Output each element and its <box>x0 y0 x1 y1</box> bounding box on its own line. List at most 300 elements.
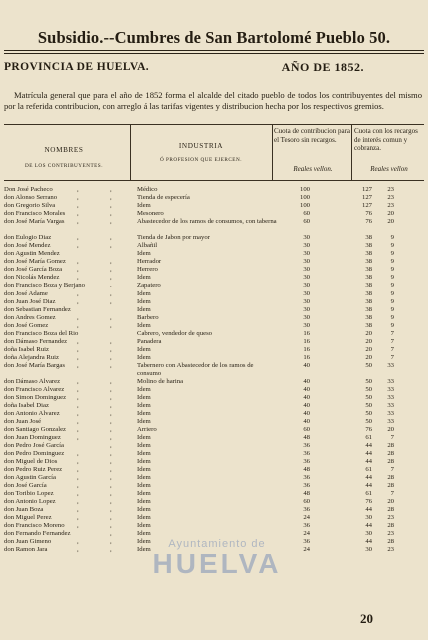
quota-total-reales: 127 <box>361 194 372 201</box>
page-title: Subsidio.--Cumbres de San Bartolomé Pueblo 50. <box>37 28 391 47</box>
contributor-name-text: don José Adame <box>4 290 48 297</box>
occupation: Idem <box>137 498 151 505</box>
leader-mark: , <box>77 354 79 361</box>
leader-mark: , <box>110 514 112 521</box>
leader-mark: , <box>77 258 79 265</box>
quota-total-fraction: 33 <box>387 418 394 425</box>
contributor-name <box>4 402 130 410</box>
leader-mark: . <box>110 282 112 289</box>
contributor-name-text: don Francisco Alvarez <box>4 386 65 393</box>
leader-mark: , <box>110 242 112 249</box>
leader-mark: , <box>77 234 79 241</box>
quota-treasury-value: 40 <box>303 418 310 425</box>
contributor-name-text: doña Alejandra Ruiz <box>4 354 59 361</box>
quota-total-reales: 20 <box>365 346 372 353</box>
contributor-name <box>4 290 130 298</box>
contributor-name-text: don Santiago Gonzalez <box>4 426 67 433</box>
occupation: Idem <box>137 290 151 297</box>
quota-total-reales: 38 <box>365 274 372 281</box>
quota-total-reales: 44 <box>365 442 372 449</box>
contributor-name-text: don Pedro Dominguez <box>4 450 65 457</box>
leader-mark: , <box>77 202 79 209</box>
occupation: Cabrero, vendedor de queso <box>137 330 213 337</box>
occupation: Idem <box>137 450 151 457</box>
leader-mark: , <box>110 498 112 505</box>
occupation: Idem <box>137 482 151 489</box>
occupation: Idem <box>137 202 151 209</box>
quota-total-fraction: 9 <box>390 258 394 265</box>
leader-mark: , <box>77 482 79 489</box>
quota-treasury-value: 36 <box>303 482 310 489</box>
leader-mark: , <box>110 362 112 369</box>
leader-mark: , <box>110 322 112 329</box>
table-row <box>0 250 428 258</box>
leader-mark: , <box>77 490 79 497</box>
quota-total-reales: 127 <box>361 186 372 193</box>
leader-mark: , <box>77 266 79 273</box>
table-row <box>0 210 428 218</box>
table-row <box>0 218 428 234</box>
quota-total-fraction: 28 <box>387 522 394 529</box>
leader-mark: , <box>77 210 79 217</box>
occupation: Barbero <box>137 314 159 321</box>
leader-mark: , <box>110 298 112 305</box>
table-row <box>0 274 428 282</box>
quota-total-fraction: 28 <box>387 482 394 489</box>
contributor-name-text: don José María Gomez <box>4 258 66 265</box>
occupation: Tienda de Jabon por mayor <box>137 234 210 241</box>
quota-treasury-value: 30 <box>303 242 310 249</box>
quota-treasury-value: 30 <box>303 258 310 265</box>
quota-treasury-value: 16 <box>303 346 310 353</box>
quota-total-fraction: 9 <box>390 298 394 305</box>
contributor-name <box>4 506 130 514</box>
table-row <box>0 482 428 490</box>
quota-total-reales: 20 <box>365 330 372 337</box>
quota-total-reales: 30 <box>365 530 372 537</box>
table-row <box>0 418 428 426</box>
contributor-name-text: don José García Boza <box>4 266 63 273</box>
quota-total-reales: 50 <box>365 362 372 369</box>
occupation: Idem <box>137 354 151 361</box>
quota-treasury-value: 60 <box>303 426 310 433</box>
quota-total-fraction: 9 <box>390 306 394 313</box>
contributor-name-text: don Antonio Alvarez <box>4 410 60 417</box>
quota-total-reales: 50 <box>365 386 372 393</box>
quota-total-reales: 44 <box>365 522 372 529</box>
leader-mark: , <box>110 290 112 297</box>
quota-total-fraction: 9 <box>390 274 394 281</box>
contributor-name-text: don Juan Dominguez <box>4 434 61 441</box>
leader-mark: , <box>110 210 112 217</box>
quota-total-fraction: 7 <box>390 466 394 473</box>
leader-mark: , <box>77 298 79 305</box>
leader-mark: , <box>110 402 112 409</box>
quota-total-reales: 38 <box>365 282 372 289</box>
table-row <box>0 202 428 210</box>
quota-treasury-value: 40 <box>303 402 310 409</box>
contributor-name <box>4 274 130 282</box>
leader-mark: , <box>110 426 112 433</box>
title-rule-double <box>4 53 424 54</box>
quota-treasury-value: 30 <box>303 282 310 289</box>
leader-mark: , <box>110 354 112 361</box>
quota-total-reales: 38 <box>365 242 372 249</box>
quota-treasury-value: 40 <box>303 394 310 401</box>
occupation: Idem <box>137 474 151 481</box>
contributor-name-text: don José María Bargas <box>4 362 65 369</box>
contributor-name <box>4 498 130 506</box>
quota-total-fraction: 28 <box>387 506 394 513</box>
quota-total-fraction: 33 <box>387 362 394 369</box>
quota-total-fraction: 28 <box>387 458 394 465</box>
table-row <box>0 466 428 474</box>
table-row <box>0 290 428 298</box>
leader-mark: , <box>110 506 112 513</box>
occupation: Idem <box>137 442 151 449</box>
leader-mark: , <box>77 538 79 545</box>
contributor-name <box>4 234 130 242</box>
occupation: Abastecedor de los ramos de consumos, con taberna <box>137 218 277 225</box>
quota-total-reales: 44 <box>365 458 372 465</box>
quota-total-reales: 44 <box>365 482 372 489</box>
occupation: Tienda de especería <box>137 194 190 201</box>
occupation: Albañil <box>137 242 158 249</box>
table-row <box>0 194 428 202</box>
quota-total-reales: 38 <box>365 314 372 321</box>
quota-total-fraction: 7 <box>390 490 394 497</box>
quota-total-reales: 44 <box>365 474 372 481</box>
table-row <box>0 322 428 330</box>
leader-mark: , <box>77 514 79 521</box>
table-row <box>0 282 428 290</box>
table-row <box>0 394 428 402</box>
occupation: Idem <box>137 402 151 409</box>
leader-mark: , <box>110 202 112 209</box>
industry-column-subheader: Ó PROFESION QUE EJERCEN. <box>159 157 243 163</box>
contributor-name <box>4 250 130 258</box>
contributor-name-text: don Nicolás Mendez <box>4 274 60 281</box>
occupation: Idem <box>137 386 151 393</box>
quota-total-reales: 127 <box>361 202 372 209</box>
quota-total-reales: 38 <box>365 322 372 329</box>
page-number: 20 <box>360 611 373 626</box>
quota-total-reales: 76 <box>365 218 372 225</box>
column-divider <box>130 124 131 180</box>
quota-treasury-value: 40 <box>303 378 310 385</box>
contributor-name-text: don Pedro José García <box>4 442 64 449</box>
contributor-name <box>4 266 130 274</box>
quota-total-reales: 44 <box>365 506 372 513</box>
contributor-name-text: don José García <box>4 482 47 489</box>
quota-total-fraction: 9 <box>390 290 394 297</box>
quota-total-reales: 44 <box>365 450 372 457</box>
quota-total-reales: 50 <box>365 418 372 425</box>
leader-mark: , <box>110 410 112 417</box>
occupation: Idem <box>137 418 151 425</box>
contributor-name-text: don Juan Gimeno <box>4 538 52 545</box>
quota-treasury-value: 24 <box>303 530 310 537</box>
quota-total-reales: 30 <box>365 514 372 521</box>
quota-treasury-value: 48 <box>303 434 310 441</box>
leader-mark: , <box>77 218 79 225</box>
table-row <box>0 498 428 506</box>
quota-total-reales: 50 <box>365 402 372 409</box>
watermark-line2: HUELVA <box>152 548 282 579</box>
table-row <box>0 314 428 322</box>
table-row <box>0 506 428 514</box>
quota-total-fraction: 33 <box>387 402 394 409</box>
table-row <box>0 474 428 482</box>
leader-mark: , <box>77 186 79 193</box>
quota-total-fraction: 23 <box>387 546 394 553</box>
contributor-name <box>4 450 130 458</box>
quota-total-reales: 76 <box>365 210 372 217</box>
occupation: Zapatero <box>137 282 161 289</box>
quota-treasury-header: Cuota de contribucion para el Tesoro sin recargos. <box>274 127 351 144</box>
occupation: Molino de harina <box>137 378 184 385</box>
quota-treasury-value: 100 <box>299 202 310 209</box>
leader-mark: , <box>110 266 112 273</box>
table-row <box>0 546 428 554</box>
leader-mark: , <box>110 458 112 465</box>
leader-mark: , <box>110 258 112 265</box>
table-row <box>0 186 428 194</box>
contributor-name <box>4 418 130 426</box>
quota-total-fraction: 9 <box>390 266 394 273</box>
contributor-name <box>4 482 130 490</box>
table-row <box>0 402 428 410</box>
table-row <box>0 442 428 450</box>
contributor-name-text: don Francisco Moreno <box>4 522 65 529</box>
quota-treasury-value: 60 <box>303 218 310 225</box>
leader-mark: , <box>110 466 112 473</box>
table-row <box>0 234 428 242</box>
contributor-name-text: don José Gomez <box>4 322 49 329</box>
leader-mark: , <box>77 450 79 457</box>
quota-treasury-value: 16 <box>303 354 310 361</box>
contributor-name <box>4 218 130 226</box>
leader-mark: , <box>77 386 79 393</box>
leader-mark: , <box>110 490 112 497</box>
quota-total-reales: 30 <box>365 546 372 553</box>
leader-mark: , <box>77 290 79 297</box>
quota-total-reales: 44 <box>365 538 372 545</box>
contributor-name-text: doña Isabel Ruiz <box>4 346 49 353</box>
leader-mark: , <box>77 394 79 401</box>
province-label: PROVINCIA DE HUELVA. <box>4 61 150 73</box>
quota-total-fraction: 28 <box>387 474 394 481</box>
occupation: Idem <box>137 514 151 521</box>
quota-treasury-value: 30 <box>303 250 310 257</box>
quota-total-fraction: 7 <box>390 330 394 337</box>
table-row <box>0 306 428 314</box>
table-row <box>0 458 428 466</box>
occupation: Idem <box>137 538 151 545</box>
occupation: Idem <box>137 522 151 529</box>
table-row <box>0 410 428 418</box>
leader-mark: , <box>110 442 112 449</box>
occupation: Idem <box>137 394 151 401</box>
quota-total-fraction: 20 <box>387 498 394 505</box>
quota-total-reales: 76 <box>365 498 372 505</box>
occupation: Idem <box>137 466 151 473</box>
contributor-name-text: doña Isabel Diaz <box>4 402 49 409</box>
contributor-name-text: don Pedro Ruiz Perez <box>4 466 63 473</box>
quota-total-fraction: 28 <box>387 442 394 449</box>
quota-treasury-value: 30 <box>303 306 310 313</box>
table-row <box>0 426 428 434</box>
leader-mark: , <box>77 242 79 249</box>
contributor-name <box>4 362 130 370</box>
contributor-name <box>4 314 130 322</box>
table-row <box>0 514 428 522</box>
occupation: Idem <box>137 346 151 353</box>
quota-total-unit: Reales vellon <box>370 165 408 173</box>
table-row <box>0 346 428 354</box>
quota-total-reales: 38 <box>365 234 372 241</box>
quota-treasury-value: 36 <box>303 522 310 529</box>
contributor-name-text: don Andres Gomez <box>4 314 56 321</box>
leader-mark: , <box>77 194 79 201</box>
quota-total-reales: 38 <box>365 258 372 265</box>
quota-total-fraction: 33 <box>387 410 394 417</box>
contributor-name-text: don Juan José Diaz <box>4 298 56 305</box>
quota-total-fraction: 23 <box>387 530 394 537</box>
quota-treasury-value: 40 <box>303 362 310 369</box>
quota-treasury-value: 24 <box>303 546 310 553</box>
contributor-name <box>4 346 130 354</box>
leader-mark: , <box>77 546 79 553</box>
industry-column-header: INDUSTRIA <box>178 142 224 150</box>
quota-treasury-value: 36 <box>303 450 310 457</box>
contributor-name <box>4 394 130 402</box>
contributor-name-text: don Agustin Mendez <box>4 250 60 257</box>
quota-total-fraction: 33 <box>387 378 394 385</box>
contributor-name-text: don José Mendez <box>4 242 51 249</box>
quota-total-fraction: 23 <box>387 514 394 521</box>
quota-total-reales: 50 <box>365 410 372 417</box>
table-row <box>0 434 428 442</box>
quota-total-fraction: 9 <box>390 282 394 289</box>
table-header-bottom-rule <box>4 180 424 181</box>
quota-treasury-value: 40 <box>303 410 310 417</box>
quota-total-fraction: 7 <box>390 346 394 353</box>
contributor-name-text: don Francisco Morales <box>4 210 66 217</box>
leader-mark: , <box>77 506 79 513</box>
occupation: Mesonero <box>137 210 164 217</box>
quota-total-fraction: 33 <box>387 386 394 393</box>
contributor-name-text: don Juan Boza <box>4 506 44 513</box>
leader-mark: , <box>110 530 112 537</box>
contributor-name-text: Don José Pacheco <box>4 186 53 193</box>
table-row <box>0 378 428 386</box>
leader-mark: , <box>110 194 112 201</box>
table-row <box>0 530 428 538</box>
contributor-name <box>4 298 130 306</box>
leader-mark: , <box>77 410 79 417</box>
contributors-table <box>0 186 428 554</box>
quota-total-fraction: 28 <box>387 538 394 545</box>
occupation: Idem <box>137 250 151 257</box>
contributor-name <box>4 514 130 522</box>
contributor-name <box>4 410 130 418</box>
occupation: Arriero <box>137 426 157 433</box>
occupation: Panadera <box>137 338 162 345</box>
contributor-name-text: don Dámaso Alvarez <box>4 378 61 385</box>
occupation: Idem <box>137 322 151 329</box>
quota-total-fraction: 20 <box>387 426 394 433</box>
quota-total-reales: 20 <box>365 338 372 345</box>
contributor-name <box>4 242 130 250</box>
contributor-name <box>4 538 130 546</box>
leader-mark: , <box>77 322 79 329</box>
occupation: Idem <box>137 306 151 313</box>
leader-mark: , <box>77 474 79 481</box>
quota-total-reales: 38 <box>365 290 372 297</box>
quota-total-reales: 38 <box>365 298 372 305</box>
contributor-name-text: don Francisco Boza del Rio <box>4 330 79 337</box>
contributor-name <box>4 258 130 266</box>
occupation: Idem <box>137 490 151 497</box>
quota-total-reales: 61 <box>365 434 372 441</box>
occupation: Herrero <box>137 266 158 273</box>
quota-total-reales: 50 <box>365 378 372 385</box>
year-label: AÑO DE 1852. <box>281 60 364 74</box>
quota-treasury-value: 30 <box>303 266 310 273</box>
contributor-name-text: don Sebastian Fernandez <box>4 306 71 313</box>
leader-mark: , <box>77 362 79 369</box>
contributor-name <box>4 458 130 466</box>
leader-mark: , <box>110 474 112 481</box>
leader-mark: , <box>77 522 79 529</box>
contributor-name <box>4 426 130 434</box>
contributor-name <box>4 442 130 450</box>
leader-mark: , <box>110 394 112 401</box>
quota-treasury-value: 40 <box>303 386 310 393</box>
quota-total-fraction: 7 <box>390 354 394 361</box>
table-row <box>0 266 428 274</box>
contributor-name <box>4 434 130 442</box>
leader-mark: , <box>77 378 79 385</box>
contributor-name-text: don Agustin García <box>4 474 57 481</box>
leader-mark: , <box>110 234 112 241</box>
quota-treasury-value: 100 <box>299 186 310 193</box>
quota-treasury-value: 100 <box>299 194 310 201</box>
leader-mark: , <box>110 434 112 441</box>
leader-mark: , <box>110 274 112 281</box>
contributor-name-text: don Miguel Perez <box>4 514 52 521</box>
table-row <box>0 490 428 498</box>
leader-mark: , <box>77 458 79 465</box>
contributor-name <box>4 522 130 530</box>
occupation: Herrador <box>137 258 162 265</box>
contributor-name-text: don José María Vargas <box>4 218 65 225</box>
contributor-name <box>4 490 130 498</box>
quota-treasury-value: 30 <box>303 314 310 321</box>
quota-total-fraction: 23 <box>387 186 394 193</box>
contributor-name-text: don Antonio Lopez <box>4 498 56 505</box>
quota-total-reales: 38 <box>365 306 372 313</box>
occupation: Idem <box>137 434 151 441</box>
quota-total-header: Cuota con los recargos de interés comun y cobranza. <box>354 127 418 153</box>
quota-total-fraction: 7 <box>390 338 394 345</box>
leader-mark: , <box>110 338 112 345</box>
quota-total-reales: 61 <box>365 466 372 473</box>
contributor-name <box>4 194 130 202</box>
table-row <box>0 258 428 266</box>
leader-mark: , <box>77 466 79 473</box>
